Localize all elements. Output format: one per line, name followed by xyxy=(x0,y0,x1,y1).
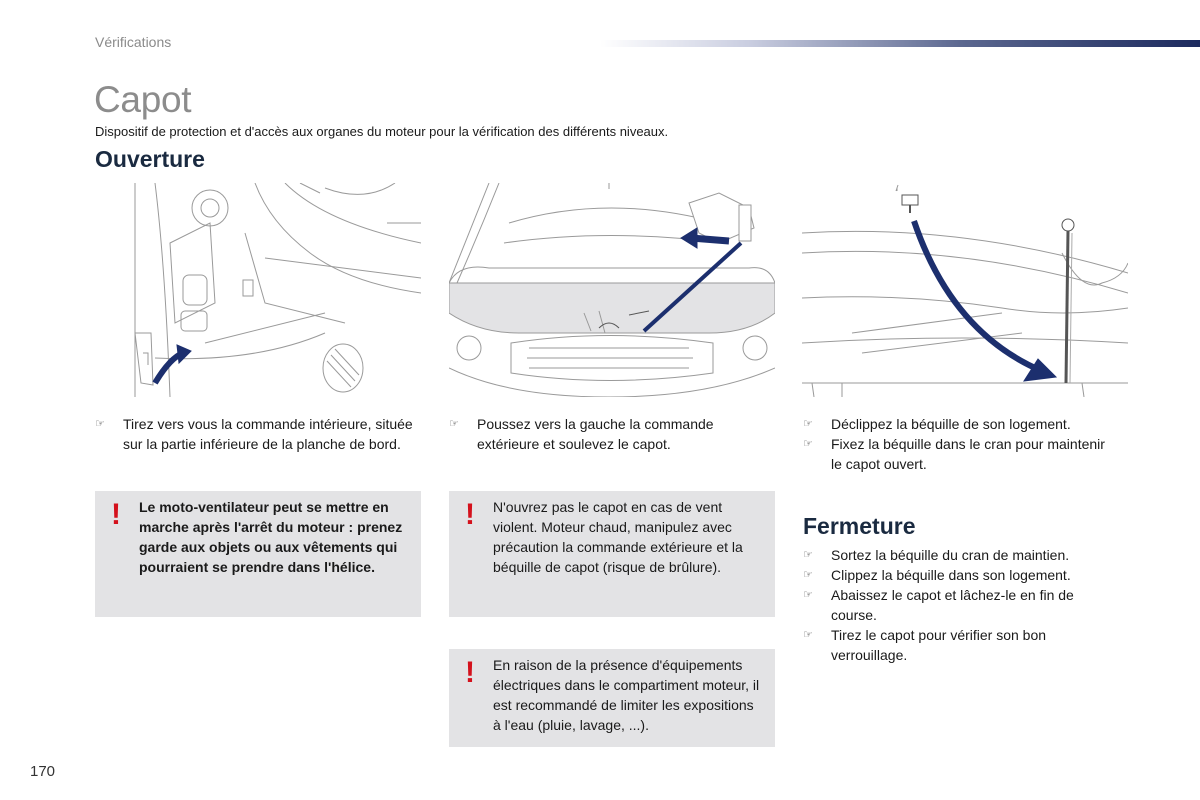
interior-lever-illustration xyxy=(95,183,421,397)
hood-stay-illustration xyxy=(802,183,1128,397)
warning-note-text: N'ouvrez pas le capot en cas de vent violent. Moteur chaud, manipulez avec précaution la commande extérieure et la béquille de capot (risque de brûlure). xyxy=(493,499,743,575)
list-item: ☞ Tirez le capot pour vérifier son bon verrouillage. xyxy=(803,627,1047,663)
warning-note-water xyxy=(449,649,775,747)
header-gradient-bar xyxy=(600,40,1200,47)
exclamation-icon: ! xyxy=(465,656,475,689)
warning-note-wind-heat xyxy=(449,491,775,617)
list-item: ☞ Tirez vers vous la commande intérieure, située sur la partie inférieure de la planche de bord. xyxy=(95,416,413,452)
col3-steps xyxy=(803,414,1113,474)
finger-pointer-icon: ☞ xyxy=(803,438,813,450)
finger-pointer-icon: ☞ xyxy=(803,569,813,581)
page-number: 170 xyxy=(30,763,56,780)
finger-pointer-icon: ☞ xyxy=(95,418,105,430)
finger-pointer-icon: ☞ xyxy=(803,549,813,561)
section-header: Vérifications xyxy=(95,34,172,50)
list-item: ☞ Clippez la béquille dans son logement. xyxy=(803,567,1071,583)
col2-steps xyxy=(449,414,775,454)
warning-note-fan xyxy=(95,491,421,617)
col1-steps xyxy=(95,414,421,454)
exclamation-icon: ! xyxy=(111,498,121,531)
fermeture-steps xyxy=(803,545,1113,665)
list-item: ☞ Abaissez le capot et lâchez-le en fin de course. xyxy=(803,587,1074,623)
list-item: ☞ Fixez la béquille dans le cran pour maintenir le capot ouvert. xyxy=(803,436,1105,472)
list-item: ☞ Sortez la béquille du cran de maintien. xyxy=(803,547,1070,563)
page-title: Capot xyxy=(94,79,192,120)
ouverture-heading: Ouverture xyxy=(95,146,205,172)
finger-pointer-icon: ☞ xyxy=(803,418,813,430)
finger-pointer-icon: ☞ xyxy=(803,589,813,601)
finger-pointer-icon: ☞ xyxy=(449,418,459,430)
list-item: ☞ Déclippez la béquille de son logement. xyxy=(803,416,1071,432)
fermeture-heading: Fermeture xyxy=(803,513,916,539)
exterior-release-illustration xyxy=(449,183,775,397)
warning-note-text: En raison de la présence d'équipements électriques dans le compartiment moteur, il est recommandé de limiter les expositions à l'eau (pluie, lavage, ...). xyxy=(493,657,760,733)
exclamation-icon: ! xyxy=(465,498,475,531)
intro-text: Dispositif de protection et d'accès aux organes du moteur pour la vérification des différents niveaux. xyxy=(95,124,669,139)
list-item: ☞ Poussez vers la gauche la commande extérieure et soulevez le capot. xyxy=(449,416,714,452)
finger-pointer-icon: ☞ xyxy=(803,629,813,641)
warning-note-text: Le moto-ventilateur peut se mettre en marche après l'arrêt du moteur : prenez garde aux objets ou aux vêtements qui pourraient se prendre dans l'hélice. xyxy=(139,499,403,575)
